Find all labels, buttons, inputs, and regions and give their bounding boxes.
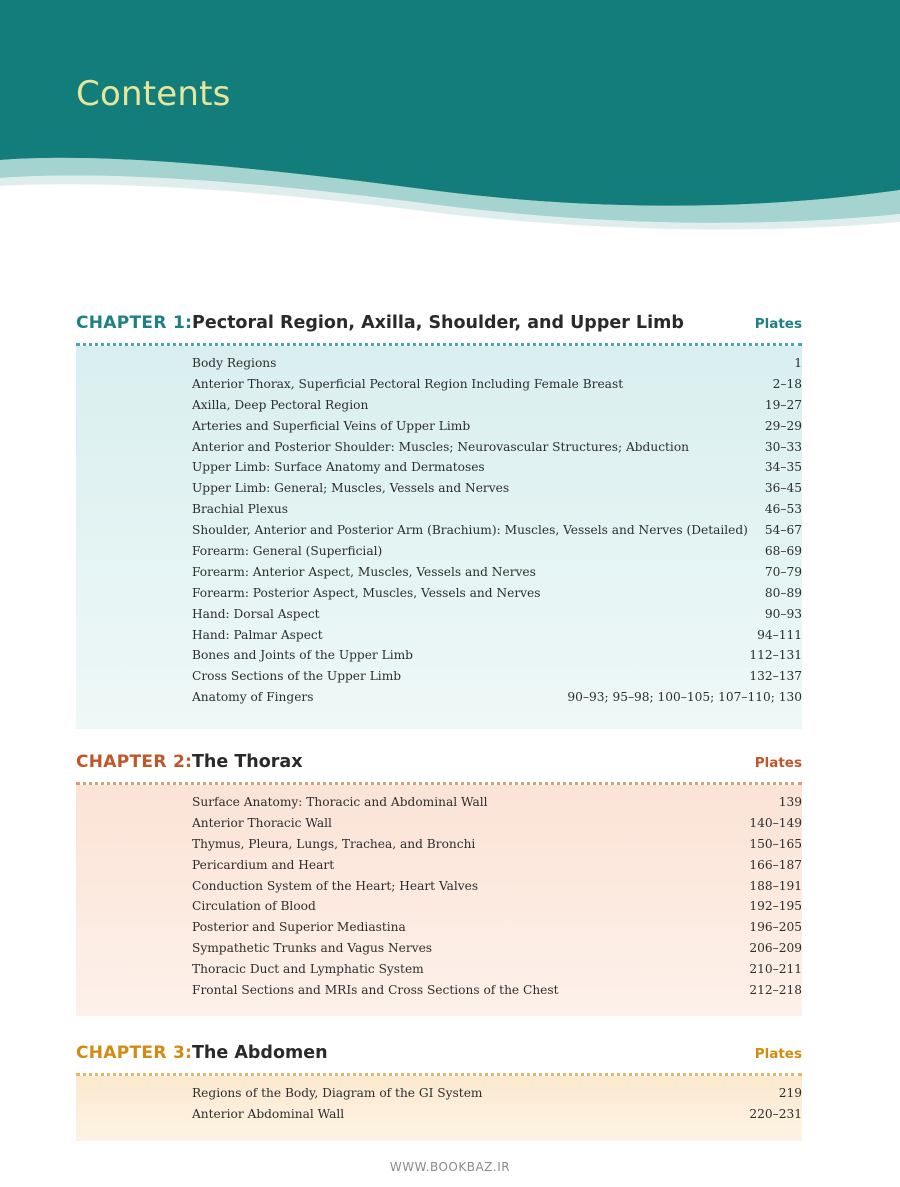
entry-plates: 19–27 xyxy=(764,397,802,412)
entry-plates: 192–195 xyxy=(749,899,802,914)
entry-title: Anterior and Posterior Shoulder: Muscles; Neurovascular Structures; Abduction xyxy=(192,439,690,454)
plates-label: Plates xyxy=(754,755,802,771)
toc-entry[interactable] xyxy=(76,646,802,667)
entry-title: Forearm: General (Superficial) xyxy=(192,544,383,559)
entry-plates: 29–29 xyxy=(764,418,802,433)
toc-entry[interactable] xyxy=(76,626,802,647)
entry-title: Cross Sections of the Upper Limb xyxy=(192,669,402,684)
toc-entry[interactable] xyxy=(76,479,802,500)
entry-plates: 2–18 xyxy=(772,376,802,391)
entry-title: Axilla, Deep Pectoral Region xyxy=(192,397,369,412)
entry-plates: 112–131 xyxy=(749,648,802,663)
plates-label: Plates xyxy=(754,1046,802,1062)
toc-entry[interactable] xyxy=(76,835,802,856)
chapter-header xyxy=(76,313,802,343)
entry-title: Shoulder, Anterior and Posterior Arm (Brachium): Muscles, Vessels and Nerves (Detailed) xyxy=(192,523,748,538)
toc-entry[interactable] xyxy=(76,521,802,542)
toc-entry[interactable] xyxy=(76,354,802,375)
chapter-header xyxy=(76,752,802,782)
chapter-section xyxy=(76,1043,802,1141)
chapter-section xyxy=(76,752,802,1016)
entry-plates: 206–209 xyxy=(749,941,802,956)
entry-plates: 188–191 xyxy=(749,878,802,893)
entry-plates: 220–231 xyxy=(749,1106,802,1121)
toc-entry[interactable] xyxy=(76,688,802,709)
entry-plates: 140–149 xyxy=(749,815,802,830)
toc-entry[interactable] xyxy=(76,375,802,396)
toc-entry[interactable] xyxy=(76,396,802,417)
chapter-section xyxy=(76,313,802,729)
entry-title: Regions of the Body, Diagram of the GI System xyxy=(192,1086,483,1100)
chapter-number: CHAPTER 1: xyxy=(76,313,193,333)
chapter-entries xyxy=(76,1076,802,1141)
chapter-entries xyxy=(76,346,802,729)
toc-entry[interactable] xyxy=(76,458,802,479)
entry-title: Bones and Joints of the Upper Limb xyxy=(192,648,413,663)
toc-entry[interactable] xyxy=(76,584,802,605)
entry-plates: 90–93 xyxy=(764,606,802,621)
toc-entry[interactable] xyxy=(76,939,802,960)
toc-entry[interactable] xyxy=(76,918,802,939)
entry-plates: 196–205 xyxy=(749,920,802,935)
entry-plates: 30–33 xyxy=(764,439,802,454)
entry-plates: 150–165 xyxy=(749,836,802,851)
entry-plates: 46–53 xyxy=(764,502,802,517)
toc-entry[interactable] xyxy=(76,981,802,1002)
entry-plates: 139 xyxy=(778,795,802,809)
entry-plates: 212–218 xyxy=(749,983,802,998)
toc-entry[interactable] xyxy=(76,542,802,563)
entry-title: Posterior and Superior Mediastina xyxy=(192,920,406,935)
entry-title: Upper Limb: Surface Anatomy and Dermatoses xyxy=(192,460,485,475)
entry-plates: 90–93; 95–98; 100–105; 107–110; 130 xyxy=(567,690,802,705)
entry-title: Anatomy of Fingers xyxy=(192,690,314,705)
toc-entry[interactable] xyxy=(76,856,802,877)
toc-entry[interactable] xyxy=(76,814,802,835)
entry-title: Forearm: Anterior Aspect, Muscles, Vessels and Nerves xyxy=(192,564,536,579)
toc-entry[interactable] xyxy=(76,877,802,898)
entry-plates: 34–35 xyxy=(764,460,802,475)
entry-title: Pericardium and Heart xyxy=(192,857,335,872)
toc-entry[interactable] xyxy=(76,500,802,521)
entry-title: Surface Anatomy: Thoracic and Abdominal Wall xyxy=(192,795,488,809)
toc-entry[interactable] xyxy=(76,667,802,688)
toc-entry[interactable] xyxy=(76,960,802,981)
chapter-title: The Abdomen xyxy=(192,1043,328,1063)
entry-plates: 132–137 xyxy=(749,669,802,684)
toc-entry[interactable] xyxy=(76,897,802,918)
chapter-entries xyxy=(76,785,802,1016)
entry-plates: 80–89 xyxy=(764,585,802,600)
toc-entry[interactable] xyxy=(76,563,802,584)
plates-label: Plates xyxy=(754,316,802,332)
page-title: Contents xyxy=(76,74,231,114)
entry-plates: 210–211 xyxy=(749,962,802,977)
entry-plates: 70–79 xyxy=(764,564,802,579)
entry-plates: 94–111 xyxy=(757,627,802,642)
entry-title: Frontal Sections and MRIs and Cross Sections of the Chest xyxy=(192,983,559,998)
toc-entry[interactable] xyxy=(76,605,802,626)
toc-entry[interactable] xyxy=(76,417,802,438)
chapter-title: The Thorax xyxy=(192,752,303,772)
toc-entry[interactable] xyxy=(76,438,802,459)
entry-plates: 166–187 xyxy=(749,857,802,872)
toc-entry[interactable] xyxy=(76,1084,802,1105)
chapter-title: Pectoral Region, Axilla, Shoulder, and Upper Limb xyxy=(192,313,684,333)
entry-title: Arteries and Superficial Veins of Upper Limb xyxy=(192,418,471,433)
entry-plates: 219 xyxy=(778,1086,802,1100)
chapter-number: CHAPTER 2: xyxy=(76,752,193,772)
entry-title: Upper Limb: General; Muscles, Vessels and Nerves xyxy=(192,481,510,496)
entry-plates: 54–67 xyxy=(764,523,802,538)
entry-title: Sympathetic Trunks and Vagus Nerves xyxy=(192,941,433,956)
entry-title: Conduction System of the Heart; Heart Valves xyxy=(192,878,479,893)
entry-plates: 1 xyxy=(794,356,802,370)
entry-title: Anterior Thorax, Superficial Pectoral Region Including Female Breast xyxy=(192,376,624,391)
entry-title: Anterior Thoracic Wall xyxy=(192,815,332,830)
entry-title: Brachial Plexus xyxy=(192,502,288,517)
entry-plates: 68–69 xyxy=(764,544,802,559)
entry-title: Body Regions xyxy=(192,356,277,370)
entry-title: Hand: Palmar Aspect xyxy=(192,627,323,642)
toc-entry[interactable] xyxy=(76,1105,802,1126)
watermark: WWW.BOOKBAZ.IR xyxy=(389,1160,511,1174)
chapter-number: CHAPTER 3: xyxy=(76,1043,193,1063)
header-banner xyxy=(0,0,900,230)
header-wave-graphic xyxy=(0,0,900,230)
chapter-header xyxy=(76,1043,802,1073)
entry-title: Anterior Abdominal Wall xyxy=(192,1106,345,1121)
entry-title: Thymus, Pleura, Lungs, Trachea, and Bronchi xyxy=(192,836,476,851)
entry-title: Thoracic Duct and Lymphatic System xyxy=(192,962,424,977)
entry-plates: 36–45 xyxy=(764,481,802,496)
toc-entry[interactable] xyxy=(76,793,802,814)
entry-title: Hand: Dorsal Aspect xyxy=(192,606,320,621)
entry-title: Circulation of Blood xyxy=(192,899,316,914)
entry-title: Forearm: Posterior Aspect, Muscles, Vessels and Nerves xyxy=(192,585,541,600)
